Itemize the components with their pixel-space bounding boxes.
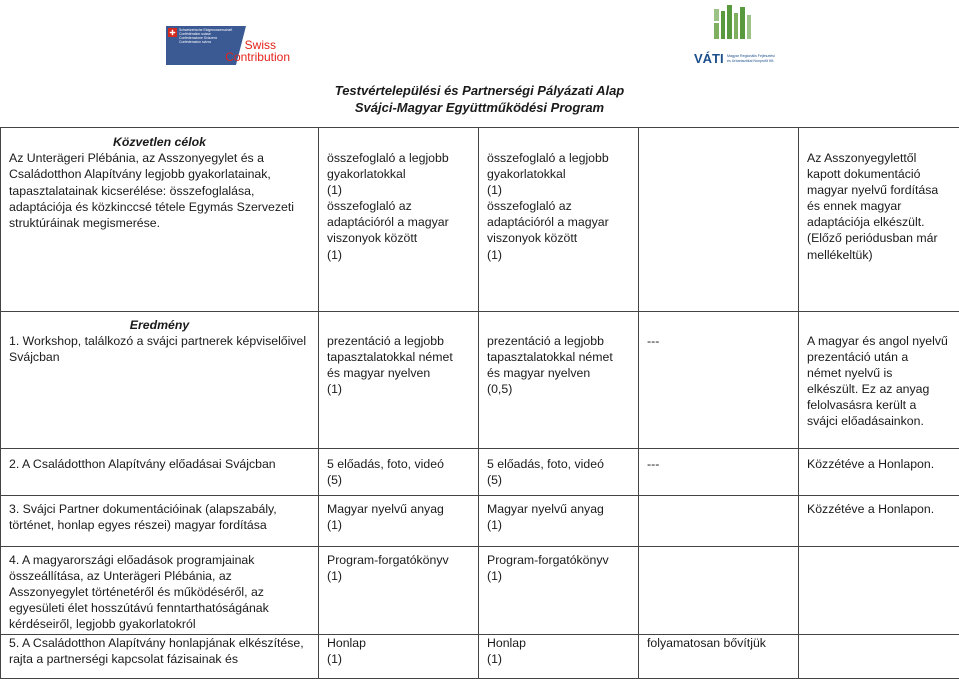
title-line-2: Svájci-Magyar Együttműködési Program: [0, 99, 959, 116]
brand-contribution: Contribution: [225, 50, 290, 64]
document-title: [0, 82, 959, 116]
result-1-deviation-text: ---: [647, 333, 790, 349]
result-1-achieved-text: prezentáció a legjobb tapasztalatokkal német és magyar nyelven (0,5): [487, 333, 630, 397]
result-1-item: [1, 312, 319, 449]
goals-heading: Közvetlen célok: [9, 134, 310, 150]
result-2-planned: [319, 449, 479, 496]
table-row-goals: [1, 128, 959, 312]
result-5-deviation-text: folyamatosan bővítjük: [647, 635, 790, 651]
logo-text-2: Confédération suisse: [179, 32, 211, 36]
vati-subtitle-1: Magyar Regionális Fejlesztési: [727, 54, 775, 58]
result-3-comment-text: Közzétéve a Honlapon.: [807, 501, 951, 517]
result-2-deviation: [639, 449, 799, 496]
goals-comment: [799, 128, 959, 312]
result-5-comment: [799, 635, 959, 679]
goals-achieved: [479, 128, 639, 312]
result-5-item: [1, 635, 319, 679]
goals-planned: [319, 128, 479, 312]
vati-emblem-icon: [714, 5, 751, 39]
result-4-achieved: [479, 547, 639, 635]
results-heading: Eredmény: [9, 317, 310, 333]
result-3-item: [1, 496, 319, 547]
result-5-deviation: [639, 635, 799, 679]
result-5-planned-text: Honlap (1): [327, 635, 470, 667]
goals-achieved-text: összefoglaló a legjobb gyakorlatokkal (1) összefoglaló az adaptációról a magyar viszonyok között (1): [487, 150, 630, 263]
table-row-result-4: [1, 547, 959, 635]
table-row-result-2: [1, 449, 959, 496]
goals-cell: [1, 128, 319, 312]
swiss-contribution-logo: [166, 26, 292, 65]
result-1-item-text: 1. Workshop, találkozó a svájci partnerek képviselőivel Svájcban: [9, 333, 310, 365]
result-4-deviation: [639, 547, 799, 635]
result-1-deviation: [639, 312, 799, 449]
vati-subtitle-2: és Urbanisztikai Nonprofit Kft.: [727, 59, 774, 63]
result-1-comment: [799, 312, 959, 449]
result-2-comment-text: Közzétéve a Honlapon.: [807, 456, 951, 472]
table-row-result-1: [1, 312, 959, 449]
result-4-planned-text: Program-forgatókönyv (1): [327, 552, 470, 584]
result-2-item: [1, 449, 319, 496]
brand-swiss: Swiss: [245, 38, 276, 52]
result-4-comment: [799, 547, 959, 635]
result-3-planned-text: Magyar nyelvű anyag (1): [327, 501, 470, 533]
vati-name: VÁTI: [694, 51, 724, 66]
result-2-comment: [799, 449, 959, 496]
goals-deviation: [639, 128, 799, 312]
goals-comment-text: Az Asszonyegylettől kapott dokumentáció magyar nyelvű fordítása és ennek magyar adaptációja elkészült. (Előző periódusban már mellékeltük): [807, 150, 951, 263]
result-4-item-text: 4. A magyarországi előadások programjainak összeállítása, az Unterägeri Plébánia, az Asszonyegylet történetéről és működéséről, az egyesületi élet hosszútávú fenntarthatóságának kérdéseiről, legjobb gyakorlatokról: [9, 552, 310, 632]
result-5-planned: [319, 635, 479, 679]
logo-text-3: Confederazione Svizzera: [179, 36, 217, 40]
result-5-achieved: [479, 635, 639, 679]
result-3-comment: [799, 496, 959, 547]
result-4-planned: [319, 547, 479, 635]
title-line-1: Testvértelepülési és Partnerségi Pályázati Alap: [0, 82, 959, 99]
result-2-deviation-text: ---: [647, 456, 790, 472]
vati-logo: [690, 3, 790, 69]
result-1-planned: [319, 312, 479, 449]
result-2-achieved: [479, 449, 639, 496]
goals-planned-text: összefoglaló a legjobb gyakorlatokkal (1) összefoglaló az adaptációról a magyar viszonyok között (1): [327, 150, 470, 263]
result-4-achieved-text: Program-forgatókönyv (1): [487, 552, 630, 584]
result-4-item: [1, 547, 319, 635]
result-3-deviation: [639, 496, 799, 547]
result-1-comment-text: A magyar és angol nyelvű prezentáció után a német nyelvű is elkészült. Ez az anyag felolvasásra került a svájci előadásainkon.: [807, 333, 951, 430]
result-1-planned-text: prezentáció a legjobb tapasztalatokkal német és magyar nyelven (1): [327, 333, 470, 397]
result-2-achieved-text: 5 előadás, foto, videó (5): [487, 456, 630, 488]
result-5-item-text: 5. A Családotthon Alapítvány honlapjának elkészítése, rajta a partnerségi kapcsolat fázisainak és: [9, 635, 310, 667]
result-2-item-text: 2. A Családotthon Alapítvány előadásai Svájcban: [9, 456, 310, 472]
result-5-achieved-text: Honlap (1): [487, 635, 630, 667]
result-3-item-text: 3. Svájci Partner dokumentációinak (alapszabály, történet, honlap egyes részei) magyar fordítása: [9, 501, 310, 533]
result-2-planned-text: 5 előadás, foto, videó (5): [327, 456, 470, 488]
goals-text: Az Unterägeri Plébánia, az Asszonyegylet és a Családotthon Alapítvány legjobb gyakorlatainak, tapasztalatainak kicserélése: összefoglalása, adaptációja és közkinccsé tétele Egymás Szervezeti struktúráinak megismerése.: [9, 150, 310, 231]
result-3-achieved-text: Magyar nyelvű anyag (1): [487, 501, 630, 533]
result-1-achieved: [479, 312, 639, 449]
result-3-planned: [319, 496, 479, 547]
results-table: [0, 127, 959, 679]
logo-text-4: Confederaziun svizra: [179, 40, 211, 44]
result-3-achieved: [479, 496, 639, 547]
logo-text-1: Schweizerische Eidgenossenschaft: [179, 28, 232, 32]
table-row-result-5: [1, 635, 959, 679]
table-row-result-3: [1, 496, 959, 547]
